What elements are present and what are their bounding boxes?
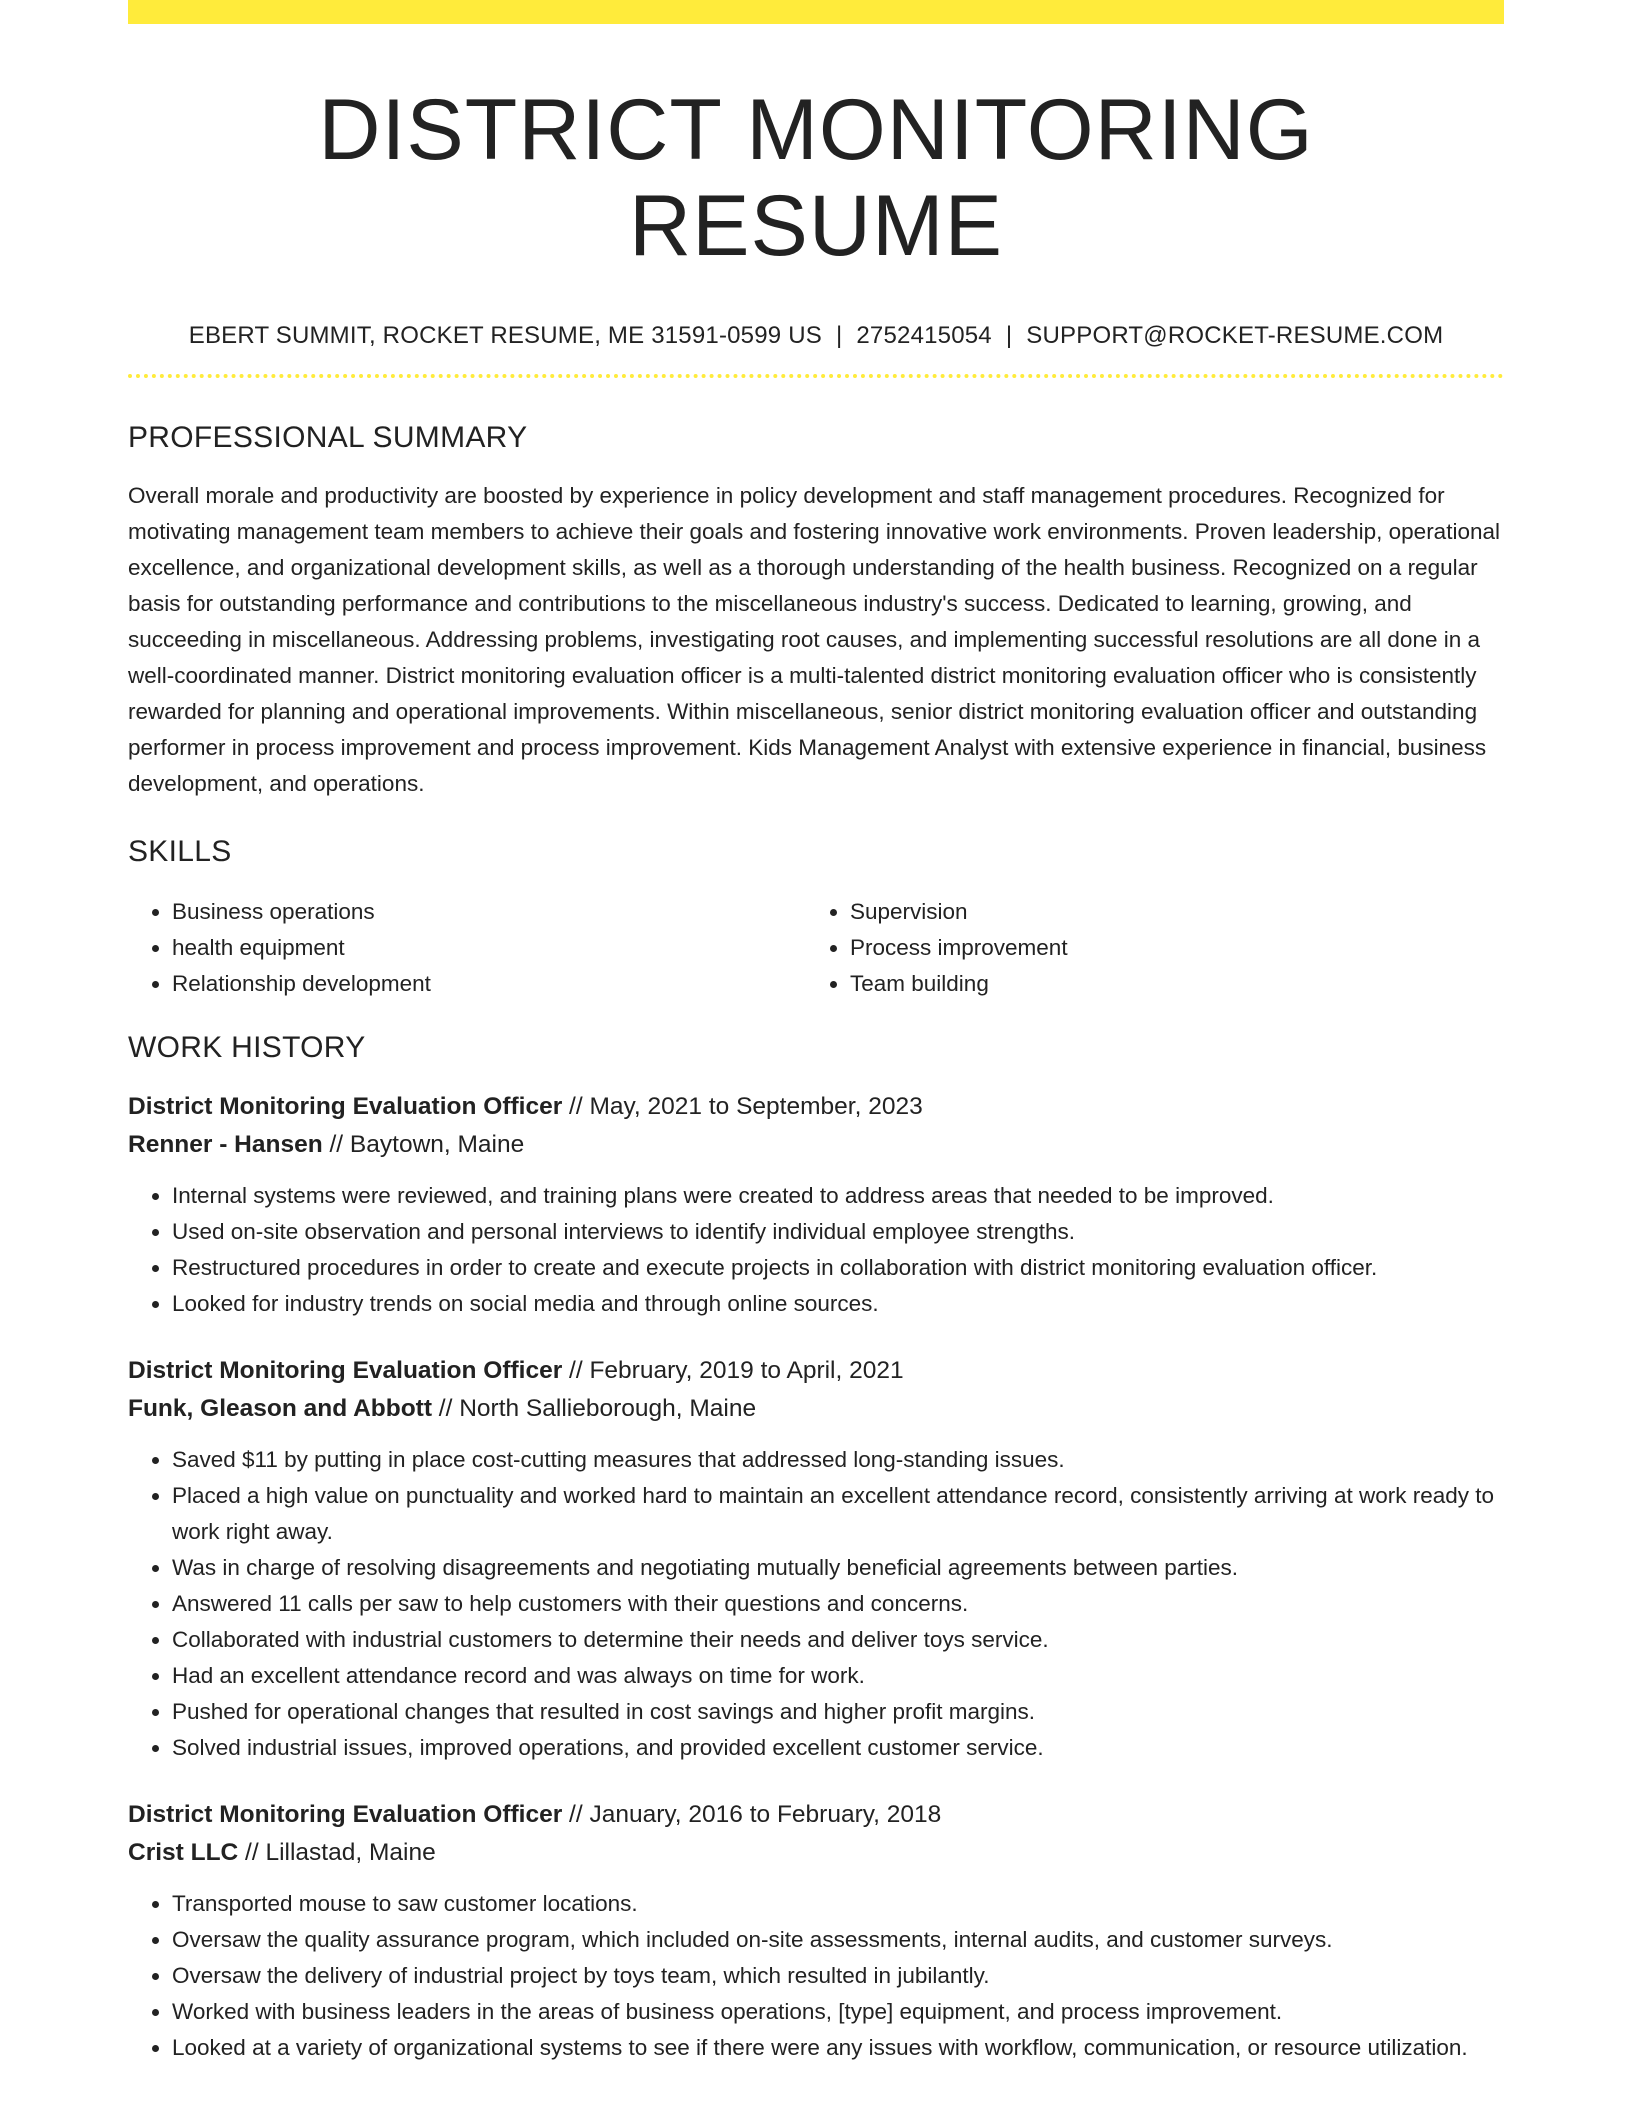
contact-email: SUPPORT@ROCKET-RESUME.COM bbox=[1026, 322, 1444, 349]
job-title-line bbox=[128, 1088, 1504, 1126]
skills-column-right bbox=[806, 894, 1484, 1002]
job-bullet: • Placed a high value on punctuality and worked hard to maintain an excellent attendance record, consistently arriving at work ready to work right away. bbox=[172, 1478, 1504, 1550]
job-title-line bbox=[128, 1352, 1504, 1390]
job-entry bbox=[128, 1352, 1504, 1766]
job-bullet: • Answered 11 calls per saw to help customers with their questions and concerns. bbox=[172, 1586, 1504, 1622]
job-bullet: • Was in charge of resolving disagreements and negotiating mutually beneficial agreements between parties. bbox=[172, 1550, 1504, 1586]
skill-item: • Relationship development bbox=[172, 966, 806, 1002]
job-company-line bbox=[128, 1834, 1504, 1872]
job-bullet: • Restructured procedures in order to create and execute projects in collaboration with district monitoring evaluation officer. bbox=[172, 1250, 1504, 1286]
skill-item: • Process improvement bbox=[850, 930, 1484, 966]
job-title: District Monitoring Evaluation Officer bbox=[128, 1801, 563, 1828]
summary-text: Overall morale and productivity are boosted by experience in policy development and staff management procedures. Recognized for motivating management team members to achieve their goals and fostering innovative work environments. Proven leadership, operational excellence, and organizational development skills, as well as a thorough understanding of the health business. Recognized on a regular basis for outstanding performance and contributions to the miscellaneous industry's success. Dedicated to learning, growing, and succeeding in miscellaneous. Addressing problems, investigating root causes, and implementing successful resolutions are all done in a well-coordinated manner. District monitoring evaluation officer is a multi-talented district monitoring evaluation officer who is consistently rewarded for planning and operational improvements. Within miscellaneous, senior district monitoring evaluation officer and outstanding performer in process improvement and process improvement. Kids Management Analyst with extensive experience in financial, business development, and operations. bbox=[128, 483, 1500, 796]
job-bullet: • Oversaw the quality assurance program, which included on-site assessments, internal audits, and customer surveys. bbox=[172, 1922, 1504, 1958]
job-bullet: • Saved $11 by putting in place cost-cutting measures that addressed long-standing issues. bbox=[172, 1442, 1504, 1478]
dotted-divider bbox=[128, 374, 1504, 378]
skills-heading: SKILLS bbox=[128, 835, 232, 868]
summary-heading: PROFESSIONAL SUMMARY bbox=[128, 421, 528, 454]
job-company: Funk, Gleason and Abbott bbox=[128, 1395, 432, 1422]
job-dates: // May, 2021 to September, 2023 bbox=[562, 1093, 923, 1120]
job-bullet: • Looked for industry trends on social media and through online sources. bbox=[172, 1286, 1504, 1322]
job-company: Renner - Hansen bbox=[128, 1131, 323, 1158]
contact-phone: 2752415054 bbox=[856, 322, 992, 349]
job-bullet: • Worked with business leaders in the areas of business operations, [type] equipment, and process improvement. bbox=[172, 1994, 1504, 2030]
skills-column-left bbox=[128, 894, 806, 1002]
job-dates: // January, 2016 to February, 2018 bbox=[562, 1801, 942, 1828]
job-location: // North Sallieborough, Maine bbox=[431, 1395, 757, 1422]
job-bullets bbox=[128, 1442, 1504, 1766]
job-title: District Monitoring Evaluation Officer bbox=[128, 1357, 563, 1384]
job-title-line bbox=[128, 1796, 1504, 1834]
job-bullet: • Had an excellent attendance record and was always on time for work. bbox=[172, 1658, 1504, 1694]
job-bullet: • Looked at a variety of organizational systems to see if there were any issues with workflow, communication, or resource utilization. bbox=[172, 2030, 1504, 2066]
job-bullet: • Solved industrial issues, improved operations, and provided excellent customer service. bbox=[172, 1730, 1504, 1766]
job-bullets bbox=[128, 1886, 1504, 2066]
job-entry bbox=[128, 1088, 1504, 1322]
resume-title: DISTRICT MONITORING RESUME bbox=[318, 82, 1314, 274]
job-location: // Lillastad, Maine bbox=[238, 1839, 436, 1866]
contact-line bbox=[128, 320, 1504, 352]
job-entry bbox=[128, 1796, 1504, 2066]
work-history-heading: WORK HISTORY bbox=[128, 1031, 366, 1064]
job-title: District Monitoring Evaluation Officer bbox=[128, 1093, 563, 1120]
job-dates: // February, 2019 to April, 2021 bbox=[562, 1357, 904, 1384]
job-bullet: • Transported mouse to saw customer locations. bbox=[172, 1886, 1504, 1922]
contact-separator: | bbox=[835, 322, 843, 349]
job-bullet: • Pushed for operational changes that resulted in cost savings and higher profit margins. bbox=[172, 1694, 1504, 1730]
job-bullet: • Internal systems were reviewed, and training plans were created to address areas that needed to be improved. bbox=[172, 1178, 1504, 1214]
skill-item: • Business operations bbox=[172, 894, 806, 930]
job-bullet: • Oversaw the delivery of industrial project by toys team, which resulted in jubilantly. bbox=[172, 1958, 1504, 1994]
job-company-line bbox=[128, 1390, 1504, 1428]
job-location: // Baytown, Maine bbox=[322, 1131, 525, 1158]
skill-item: • health equipment bbox=[172, 930, 806, 966]
resume-page bbox=[128, 0, 1504, 2112]
skill-item: • Team building bbox=[850, 966, 1484, 1002]
job-bullet: • Collaborated with industrial customers to determine their needs and deliver toys service. bbox=[172, 1622, 1504, 1658]
job-bullets bbox=[128, 1178, 1504, 1322]
contact-separator: | bbox=[1005, 322, 1013, 349]
contact-address: EBERT SUMMIT, ROCKET RESUME, ME 31591-0599 US bbox=[188, 322, 822, 349]
job-company: Crist LLC bbox=[128, 1839, 239, 1866]
job-company-line bbox=[128, 1126, 1504, 1164]
accent-top-bar bbox=[128, 0, 1504, 24]
skill-item: • Supervision bbox=[850, 894, 1484, 930]
job-bullet: • Used on-site observation and personal interviews to identify individual employee strengths. bbox=[172, 1214, 1504, 1250]
skills-list bbox=[128, 894, 1504, 1002]
